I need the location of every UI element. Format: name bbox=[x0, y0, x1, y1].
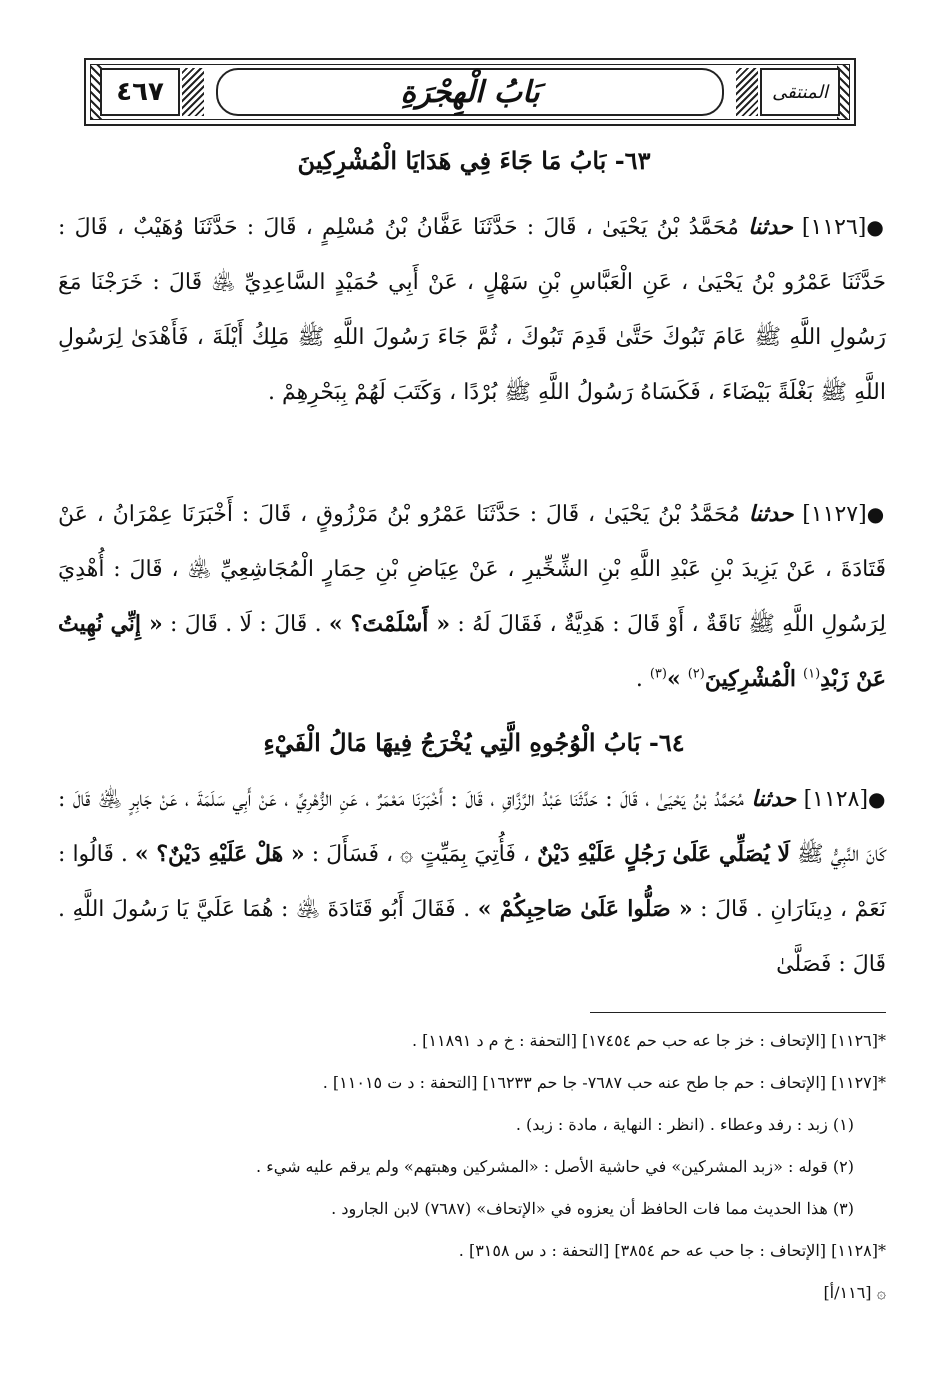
haddathana-label: حدثنا bbox=[748, 214, 793, 240]
bullet-icon: ● bbox=[866, 502, 886, 526]
prophet-quote: » bbox=[666, 666, 681, 692]
hadith-number: [١١٢٦] bbox=[801, 215, 867, 240]
footnote-separator bbox=[590, 1012, 886, 1013]
hadith-number: [١١٢٧] bbox=[802, 502, 867, 527]
ornament-right bbox=[736, 68, 758, 116]
prophet-quote: « هَلْ عَلَيْهِ دَيْنٌ؟ » bbox=[134, 841, 305, 867]
prophet-quote: « أَسْلَمْتَ؟ » bbox=[328, 611, 451, 637]
hadith-text: . قَالَ : لَا . قَالَ : bbox=[170, 612, 322, 637]
haddathana-label: حدثنا bbox=[751, 786, 797, 812]
footnote-takhrij-1126: *[١١٢٦] [الإتحاف : خز جا عه حب حم ١٧٤٥٤] [التحفة : خ م د ١١٨٩١] . bbox=[411, 1031, 886, 1050]
page-number-box bbox=[100, 68, 180, 116]
hadith-text: مُحَمَّدُ بْنُ يَحْيَىٰ ، قَالَ : حَدَّثَنَا عَمْرُو بْنُ مَرْزُوقٍ ، قَالَ : أَخْبَرَنَا عِمْرَانُ ، عَنْ قَتَادَةَ ، عَنْ يَزِيدَ بْنِ عَبْدِ اللَّهِ بْنِ الشِّخِّيرِ ، عَنْ عِيَاضِ بْنِ حِمَارٍ الْمُجَاشِعِيِّ ﵁ ، قَالَ : أُهْدِيَ لِرَسُولِ اللَّهِ ﷺ نَاقَةٌ ، أَوْ قَالَ : هَدِيَّةٌ ، فَقَالَ لَهُ : bbox=[58, 502, 886, 637]
hadith-1127 bbox=[58, 487, 886, 707]
ornament-left bbox=[182, 68, 204, 116]
running-title: بَابُ الْهِجْرَةِ bbox=[400, 74, 540, 110]
hadith-text: . فَقَالَ أَبُو قَتَادَةَ ﵁ : هُمَا عَلَيَّ يَا رَسُولَ اللَّهِ . قَالَ : فَصَلَّىٰ bbox=[58, 897, 886, 977]
footnote-ref: (٣) bbox=[649, 666, 667, 682]
hadith-1126 bbox=[58, 200, 886, 420]
footnote-takhrij-1127: *[١١٢٧] [الإتحاف : حم جا طح عنه حب ٧٦٨٧- جا حم ١٦٢٣٣] [التحفة : د ت ١١٠١٥] . bbox=[322, 1073, 886, 1092]
page-number: ٤٦٧ bbox=[116, 77, 164, 107]
hadith-text: ، فَأُتِيَ بِمَيِّتٍ ۞ ، فَسَأَلَ : bbox=[311, 842, 531, 867]
prophet-quote: « إِنِّي نُهِيتُ عَنْ زَبْدِ bbox=[58, 611, 886, 692]
manuscript-folio-marker: ۞ [١١٦/أ] bbox=[823, 1283, 886, 1302]
hadith-text: . bbox=[635, 667, 643, 692]
hadith-1128 bbox=[58, 772, 886, 992]
book-logo-text: المنتقى bbox=[772, 81, 828, 103]
footnote-ref: (١) bbox=[803, 666, 821, 682]
bullet-icon: ● bbox=[868, 787, 887, 811]
chapter-heading-63: ٦٣- بَابُ مَا جَاءَ فِي هَدَايَا الْمُشْرِكِينَ bbox=[297, 146, 651, 175]
bullet-icon: ● bbox=[866, 215, 887, 239]
footnote-3: (٣) هذا الحديث مما فات الحافظ أن يعزوه في «الإتحاف» (٧٦٨٧) لابن الجارود . bbox=[331, 1199, 854, 1218]
page-header bbox=[84, 58, 856, 126]
prophet-quote: الْمُشْرِكِينَ bbox=[704, 666, 797, 692]
chapter-heading-64: ٦٤- بَابُ الْوُجُوهِ الَّتِي يُخْرَجُ فِيهَا مَالُ الْفَيْءِ bbox=[263, 728, 685, 757]
footnote-takhrij-1128: *[١١٢٨] [الإتحاف : جا حب عه حم ٣٨٥٤] [التحفة : د س ٣١٥٨] . bbox=[458, 1241, 886, 1260]
hadith-text: مُحَمَّدُ بْنُ يَحْيَىٰ ، قَالَ : حَدَّثَنَا عَفَّانُ بْنُ مُسْلِمٍ ، قَالَ : حَدَّثَنَا وُهَيْبٌ ، قَالَ : حَدَّثَنَا عَمْرُو بْنُ يَحْيَىٰ ، عَنِ الْعَبَّاسِ بْنِ سَهْلٍ ، عَنْ أَبِي حُمَيْدٍ السَّاعِدِيِّ ﵁ قَالَ : خَرَجْنَا مَعَ رَسُولِ اللَّهِ ﷺ عَامَ تَبُوكَ حَتَّىٰ قَدِمَ تَبُوكَ ، ثُمَّ جَاءَ رَسُولَ اللَّهِ ﷺ مَلِكُ أَيْلَةَ ، فَأَهْدَىٰ لِرَسُولِ اللَّهِ ﷺ بَغْلَةً بَيْضَاءَ ، فَكَسَاهُ رَسُولُ اللَّهِ ﷺ بُرْدًا ، وَكَتَبَ لَهُمْ بِبَحْرِهِمْ . bbox=[58, 215, 886, 405]
prophet-quote: « صَلُّوا عَلَىٰ صَاحِبِكُمْ » bbox=[477, 896, 693, 922]
footnote-2: (٢) قوله : «زبد المشركين» في حاشية الأصل : «المشركين وهبتهم» ولم يرقم عليه شيء . bbox=[256, 1157, 854, 1176]
hadith-text: مُحَمَّدُ بْنُ يَحْيَىٰ ، قَالَ : حَدَّثَنَا عَبْدُ الرَّزَّاقِ ، قَالَ : أَخْبَرَنَا مَعْمَرٌ ، عَنِ الزُّهْرِيِّ ، عَنْ أَبِي سَلَمَةَ ، عَنْ جَابِرٍ ﵁ قَالَ : كَانَ النَّبِيُّ ﷺ bbox=[58, 787, 887, 867]
running-title-box bbox=[216, 68, 724, 116]
hadith-number: [١١٢٨] bbox=[803, 787, 869, 812]
hadith-bold-text: لَا يُصَلِّي عَلَىٰ رَجُلٍ عَلَيْهِ دَيْنٌ bbox=[537, 841, 791, 867]
book-logo bbox=[760, 68, 840, 116]
haddathana-label: حدثنا bbox=[748, 501, 794, 527]
hadith-text: . قَالُوا : نَعَمْ ، دِينَارَانِ . قَالَ : bbox=[58, 842, 886, 922]
footnote-1: (١) زبد : رفد وعطاء . (انظر : النهاية ، مادة : زبد) . bbox=[515, 1115, 854, 1134]
footnote-ref: (٢) bbox=[687, 666, 705, 682]
